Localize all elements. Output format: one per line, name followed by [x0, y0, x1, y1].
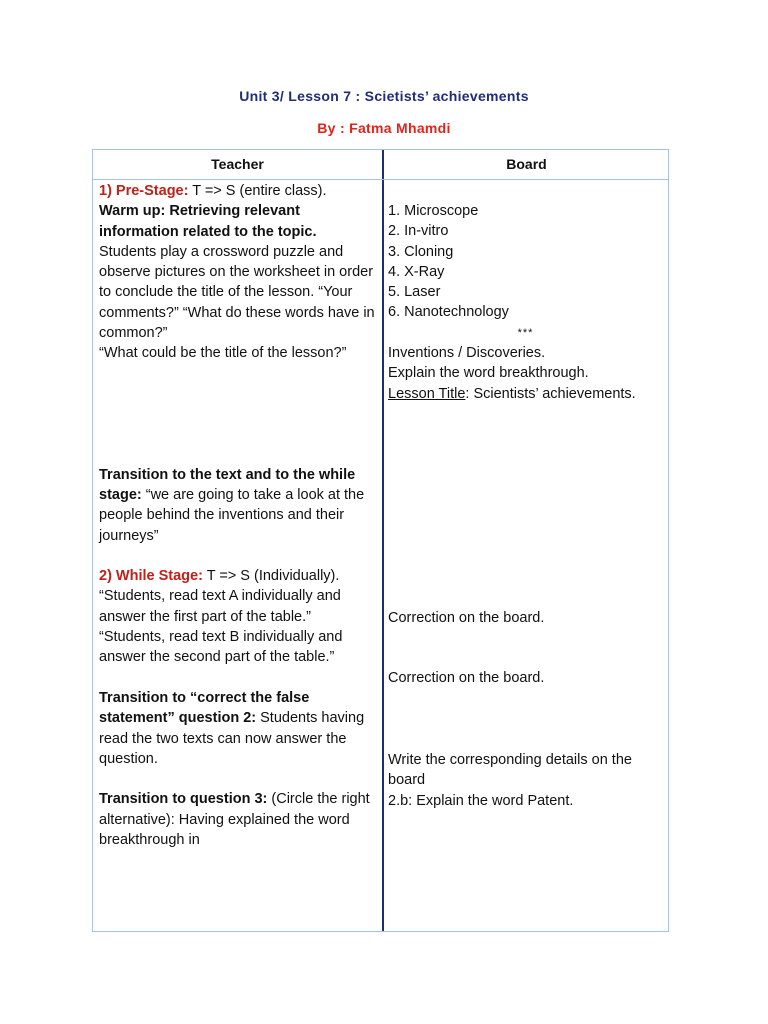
- document-author: By : Fatma Mhamdi: [317, 120, 451, 136]
- board-column-header: Board: [506, 156, 547, 172]
- transition-question-2: [99, 688, 381, 769]
- warmup-heading: Warm up: Retrieving relevant information related to the topic.: [99, 203, 317, 240]
- lesson-title-label: Lesson Title: [388, 385, 466, 402]
- while-stage-heading: [99, 566, 381, 586]
- while-stage-mode: T => S (Individually).: [202, 568, 340, 585]
- warmup-text: Students play a crossword puzzle and observe pictures on the worksheet in order to conclude the title of the lesson. “Your comments?” “What do these words have in common?”: [99, 243, 375, 342]
- transition-to-text-label: Transition to the text and to the while stage:: [99, 466, 356, 503]
- board-explain-breakthrough: Explain the word breakthrough.: [388, 365, 589, 382]
- board-correction-b: Correction on the board.: [388, 670, 545, 686]
- board-list-item: 3. Cloning: [388, 243, 454, 260]
- board-explain-patent: 2.b: Explain the word Patent.: [388, 792, 574, 809]
- instruction-text-a: “Students, read text A individually and answer the first part of the table.”: [99, 588, 341, 625]
- lesson-title-text: : Scientists’ achievements.: [465, 385, 636, 402]
- board-inventions: Inventions / Discoveries.: [388, 345, 546, 362]
- teacher-column-header: Teacher: [211, 156, 264, 172]
- column-divider: [382, 150, 384, 931]
- header-divider: [93, 179, 668, 180]
- transition-to-text-body: “we are going to take a look at the people behind the inventions and their journeys”: [99, 486, 365, 544]
- board-list-item: 4. X-Ray: [388, 263, 445, 280]
- board-write-details: Write the corresponding details on the board: [388, 752, 632, 789]
- transition-question-2-body: Students having read the two texts can now answer the question.: [99, 710, 365, 767]
- transition-question-3-label: Transition to question 3:: [99, 791, 268, 808]
- board-separator: ***: [517, 326, 534, 339]
- board-correction-a: Correction on the board.: [388, 610, 545, 626]
- board-warmup-block: [388, 201, 663, 404]
- board-lesson-title: [388, 384, 663, 404]
- instruction-text-b: “Students, read text B individually and answer the second part of the table.”: [99, 629, 343, 666]
- transition-to-text: [99, 465, 381, 546]
- pre-stage-label: 1) Pre-Stage:: [99, 183, 189, 199]
- board-list-item: 2. In-vitro: [388, 223, 449, 240]
- warmup-question: “What could be the title of the lesson?”: [99, 345, 347, 362]
- board-list-item: 6. Nanotechnology: [388, 304, 509, 321]
- while-stage-label: 2) While Stage:: [99, 568, 203, 585]
- board-question-2-block: [388, 750, 663, 811]
- board-list-item: 5. Laser: [388, 284, 441, 301]
- transition-question-3-body: (Circle the right alternative): Having explained the word breakthrough in: [99, 791, 370, 849]
- pre-stage-heading: [99, 181, 381, 201]
- document-title: Unit 3/ Lesson 7 : Scietists’ achievements: [239, 88, 529, 104]
- teacher-column: [99, 181, 381, 850]
- pre-stage-mode: T => S (entire class).: [188, 183, 327, 199]
- transition-question-2-label: Transition to “correct the false statement” question 2:: [99, 689, 310, 727]
- board-list-item: 1. Microscope: [388, 203, 479, 219]
- transition-question-3: [99, 789, 381, 850]
